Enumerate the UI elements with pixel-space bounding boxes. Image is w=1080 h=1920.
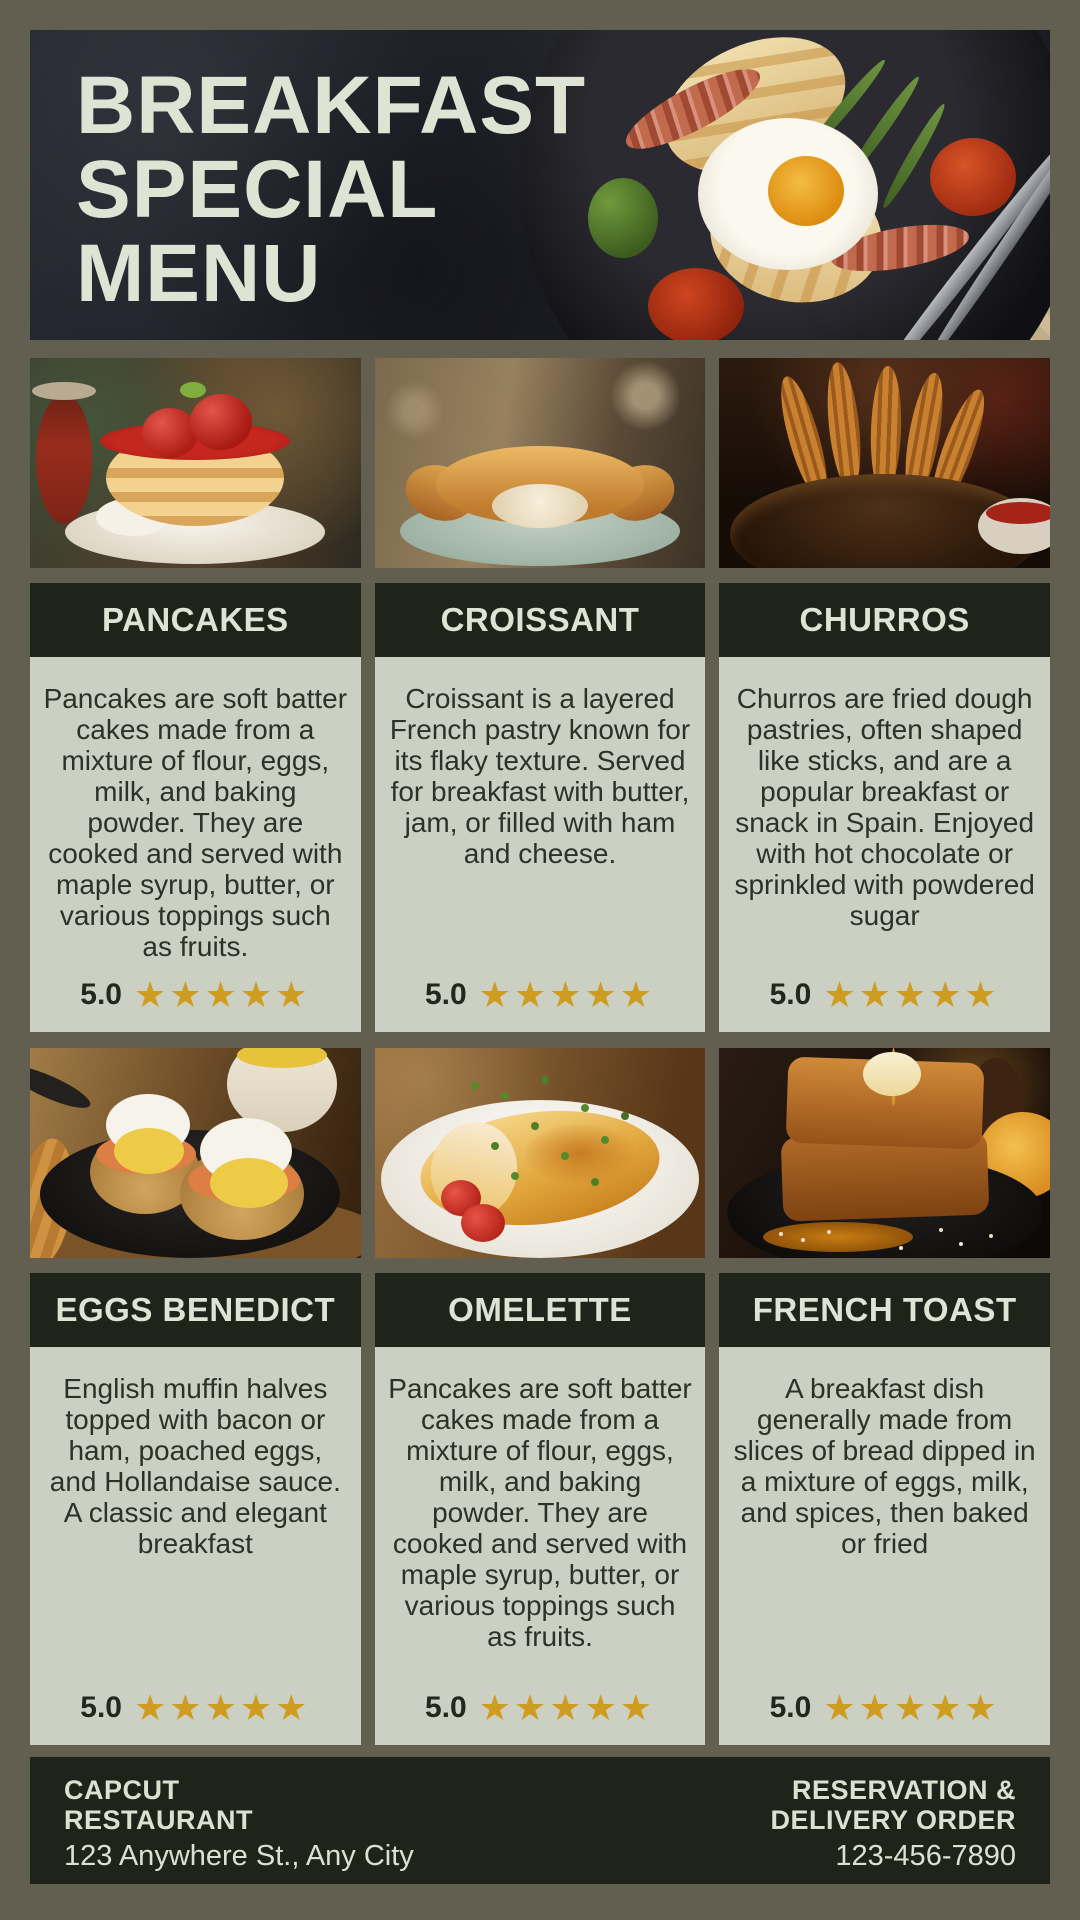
menu-card-french-toast	[719, 1048, 1050, 1745]
churros-photo	[719, 358, 1050, 568]
card-title-bar	[375, 1273, 706, 1347]
star-icons: ★★★★★	[478, 974, 656, 1015]
tomato-shape	[461, 1204, 505, 1242]
footer-bar	[30, 1757, 1050, 1884]
card-title-bar	[30, 1273, 361, 1347]
rating-value: 5.0	[769, 1691, 812, 1724]
strawberry-shape	[190, 394, 252, 450]
card-description: English muffin halves topped with bacon or ham, poached eggs, and Hollandaise sauce. A classic and elegant breakfast	[49, 1373, 341, 1559]
star-icons: ★★★★★	[478, 1687, 656, 1728]
reservation-title-line: RESERVATION &	[791, 1775, 1016, 1805]
restaurant-name-line: RESTAURANT	[64, 1805, 253, 1835]
strawberry-shape	[142, 408, 198, 458]
menu-row-1	[30, 358, 1050, 1032]
skillet-handle-shape	[30, 1059, 95, 1116]
menu-row-2	[30, 1048, 1050, 1745]
rating-value: 5.0	[424, 978, 467, 1011]
card-title: FRENCH TOAST	[752, 1291, 1017, 1328]
omelette-photo	[375, 1048, 706, 1258]
browned-patch-shape	[525, 1124, 635, 1184]
card-title-bar	[719, 583, 1050, 657]
restaurant-name-line: CAPCUT	[64, 1775, 180, 1805]
reservation-info	[770, 1775, 1016, 1872]
pancakes-photo	[30, 358, 361, 568]
card-title: EGGS BENEDICT	[55, 1291, 336, 1328]
cream-filling-shape	[492, 484, 588, 528]
menu-card-omelette	[375, 1048, 706, 1745]
rating-value: 5.0	[424, 1691, 467, 1724]
syrup-pool-shape	[763, 1222, 913, 1252]
phone-number: 123-456-7890	[835, 1840, 1016, 1872]
card-title: CHURROS	[799, 601, 970, 638]
croissant-photo	[375, 358, 706, 568]
card-title: OMELETTE	[448, 1291, 632, 1328]
card-description-panel	[30, 1347, 361, 1745]
card-rating	[42, 1687, 349, 1728]
menu-card-croissant	[375, 358, 706, 1032]
butter-shape	[863, 1052, 921, 1096]
card-rating	[731, 1687, 1038, 1728]
page-title-line: BREAKFAST	[76, 60, 587, 151]
card-title-bar	[30, 583, 361, 657]
mint-leaf-shape	[180, 382, 206, 398]
jam-jar-shape	[36, 394, 92, 524]
hollandaise-shape	[114, 1128, 184, 1174]
card-description-panel	[719, 657, 1050, 1032]
page-title-line: SPECIAL	[76, 144, 439, 235]
menu-card-pancakes	[30, 358, 361, 1032]
french-toast-photo	[719, 1048, 1050, 1258]
rating-value: 5.0	[769, 978, 812, 1011]
menu-card-churros	[719, 358, 1050, 1032]
star-icons: ★★★★★	[823, 1687, 1000, 1728]
card-description: Pancakes are soft batter cakes made from a mixture of flour, eggs, milk, and baking powder. They are cooked and served with maple syrup, butter, or various toppings such as fruits.	[388, 1373, 692, 1652]
menu-card-eggs-benedict	[30, 1048, 361, 1745]
reservation-title-line: DELIVERY ORDER	[770, 1805, 1016, 1835]
rating-value: 5.0	[80, 1691, 122, 1724]
restaurant-info	[64, 1775, 414, 1872]
restaurant-address: 123 Anywhere St., Any City	[64, 1840, 414, 1872]
dip-sauce-shape	[986, 502, 1050, 524]
card-description-panel	[375, 1347, 706, 1745]
card-description: Churros are fried dough pastries, often shaped like sticks, and are a popular breakfast or snack in Spain. Enjoyed with hot chocolate or sprinkled with powdered sugar	[734, 683, 1035, 931]
card-description-panel	[375, 657, 706, 1032]
header-banner	[30, 30, 1050, 340]
card-description: Pancakes are soft batter cakes made from a mixture of flour, eggs, milk, and baking powder. They are cooked and served with maple syrup, butter, or various toppings such as fruits.	[43, 683, 348, 962]
jar-lid-shape	[32, 382, 96, 400]
star-icons: ★★★★★	[134, 1687, 311, 1728]
card-description-panel	[719, 1347, 1050, 1745]
page-title-line: MENU	[76, 228, 322, 319]
card-description: A breakfast dish generally made from slices of bread dipped in a mixture of eggs, milk, and spices, then baked or fried	[733, 1373, 1036, 1559]
card-title-bar	[719, 1273, 1050, 1347]
card-description: Croissant is a layered French pastry known for its flaky texture. Served for breakfast with butter, jam, or filled with ham and cheese.	[389, 683, 691, 869]
card-title: CROISSANT	[440, 601, 640, 638]
card-rating	[731, 974, 1038, 1015]
rating-value: 5.0	[80, 978, 122, 1011]
page-title	[30, 30, 1050, 319]
card-rating	[387, 1687, 694, 1728]
herb-flecks-shape	[471, 1082, 479, 1090]
hollandaise-shape	[210, 1158, 288, 1208]
card-rating	[387, 974, 694, 1015]
card-title: PANCAKES	[101, 601, 289, 638]
eggs-benedict-photo	[30, 1048, 361, 1258]
card-title-bar	[375, 583, 706, 657]
card-rating	[42, 974, 349, 1015]
card-description-panel	[30, 657, 361, 1032]
star-icons: ★★★★★	[823, 974, 1000, 1015]
star-icons: ★★★★★	[134, 974, 311, 1015]
churro-stick-shape	[823, 361, 866, 491]
